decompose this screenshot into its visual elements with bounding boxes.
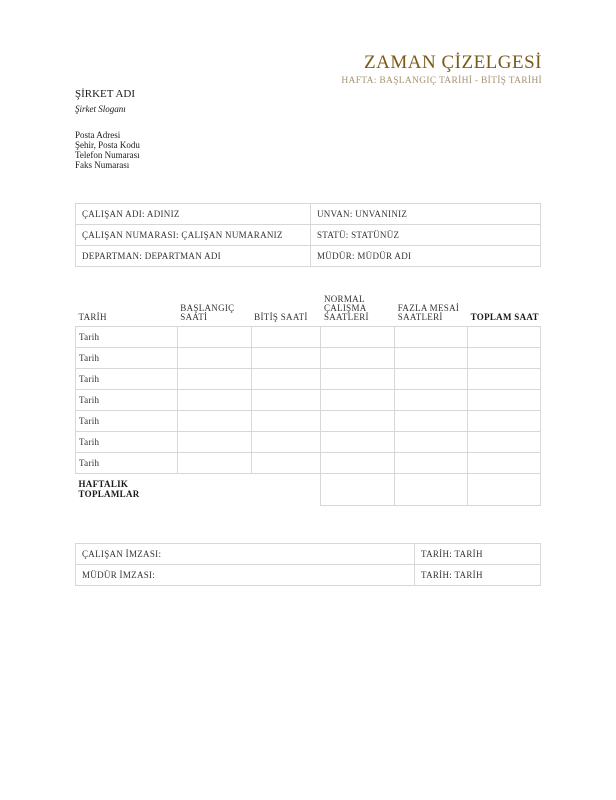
table-row xyxy=(76,348,541,369)
info-row xyxy=(76,204,541,225)
col-header-start: BAŞLANGIÇ SAATİ xyxy=(180,303,235,322)
overtime-hours-cell[interactable] xyxy=(395,369,468,390)
overtime-hours-total[interactable] xyxy=(395,474,468,506)
overtime-hours-cell[interactable] xyxy=(395,432,468,453)
date-cell[interactable]: Tarih xyxy=(76,348,178,369)
regular-hours-cell[interactable] xyxy=(321,348,395,369)
empty-cell xyxy=(177,474,251,506)
end-time-cell[interactable] xyxy=(251,432,321,453)
date-cell[interactable]: Tarih xyxy=(76,390,178,411)
date-cell[interactable]: Tarih xyxy=(76,327,178,348)
start-time-cell[interactable] xyxy=(177,453,251,474)
regular-hours-cell[interactable] xyxy=(321,453,395,474)
weekly-totals-row xyxy=(76,474,541,506)
regular-hours-cell[interactable] xyxy=(321,432,395,453)
table-row xyxy=(76,432,541,453)
total-hours-cell[interactable] xyxy=(468,453,541,474)
signature-table xyxy=(75,543,541,586)
signature-row xyxy=(76,565,541,586)
table-row xyxy=(76,411,541,432)
date-cell[interactable]: Tarih xyxy=(76,369,178,390)
company-block xyxy=(75,88,295,114)
employee-signature-field[interactable]: ÇALIŞAN İMZASI: xyxy=(76,544,415,565)
overtime-hours-cell[interactable] xyxy=(395,390,468,411)
total-hours-cell[interactable] xyxy=(468,369,541,390)
end-time-cell[interactable] xyxy=(251,453,321,474)
start-time-cell[interactable] xyxy=(177,327,251,348)
end-time-cell[interactable] xyxy=(251,411,321,432)
employee-signature-date[interactable]: TARİH: TARİH xyxy=(415,544,541,565)
col-header-date: TARİH xyxy=(78,312,107,322)
regular-hours-cell[interactable] xyxy=(321,369,395,390)
date-cell[interactable]: Tarih xyxy=(76,432,178,453)
manager-field[interactable]: MÜDÜR: MÜDÜR ADI xyxy=(311,246,541,267)
address-line: Telefon Numarası xyxy=(75,150,140,160)
start-time-cell[interactable] xyxy=(177,390,251,411)
date-cell[interactable]: Tarih xyxy=(76,411,178,432)
address-line: Posta Adresi xyxy=(75,130,121,140)
regular-hours-cell[interactable] xyxy=(321,390,395,411)
weekly-totals-label: HAFTALIK TOPLAMLAR xyxy=(78,479,140,499)
start-time-cell[interactable] xyxy=(177,432,251,453)
page-title: ZAMAN ÇİZELGESİ xyxy=(364,52,542,73)
table-row xyxy=(76,390,541,411)
col-header-end: BİTİŞ SAATİ xyxy=(254,312,308,322)
overtime-hours-cell[interactable] xyxy=(395,453,468,474)
address-line: Faks Numarası xyxy=(75,160,130,170)
info-row xyxy=(76,246,541,267)
total-hours-total[interactable] xyxy=(468,474,541,506)
week-range: HAFTA: BAŞLANGIÇ TARİHİ - BİTİŞ TARİHİ xyxy=(341,76,542,86)
col-header-regular: NORMAL ÇALIŞMA SAATLERİ xyxy=(323,294,369,322)
total-hours-cell[interactable] xyxy=(468,432,541,453)
table-row xyxy=(76,327,541,348)
employee-name-field[interactable]: ÇALIŞAN ADI: ADINIZ xyxy=(76,204,311,225)
signature-row xyxy=(76,544,541,565)
manager-signature-field[interactable]: MÜDÜR İMZASI: xyxy=(76,565,415,586)
overtime-hours-cell[interactable] xyxy=(395,327,468,348)
overtime-hours-cell[interactable] xyxy=(395,348,468,369)
end-time-cell[interactable] xyxy=(251,327,321,348)
start-time-cell[interactable] xyxy=(177,369,251,390)
table-row xyxy=(76,453,541,474)
total-hours-cell[interactable] xyxy=(468,348,541,369)
manager-signature-date[interactable]: TARİH: TARİH xyxy=(415,565,541,586)
hours-header-row xyxy=(76,286,541,327)
hours-table xyxy=(75,286,541,506)
regular-hours-cell[interactable] xyxy=(321,327,395,348)
total-hours-cell[interactable] xyxy=(468,411,541,432)
start-time-cell[interactable] xyxy=(177,411,251,432)
company-address xyxy=(75,130,140,170)
company-slogan: Şirket Sloganı xyxy=(75,104,126,114)
overtime-hours-cell[interactable] xyxy=(395,411,468,432)
regular-hours-cell[interactable] xyxy=(321,411,395,432)
end-time-cell[interactable] xyxy=(251,390,321,411)
col-header-overtime: FAZLA MESAİ SAATLERİ xyxy=(397,303,460,322)
status-field[interactable]: STATÜ: STATÜNÜZ xyxy=(311,225,541,246)
department-field[interactable]: DEPARTMAN: DEPARTMAN ADI xyxy=(76,246,311,267)
date-cell[interactable]: Tarih xyxy=(76,453,178,474)
col-header-total: TOPLAM SAAT xyxy=(470,312,539,322)
end-time-cell[interactable] xyxy=(251,369,321,390)
regular-hours-total[interactable] xyxy=(321,474,395,506)
start-time-cell[interactable] xyxy=(177,348,251,369)
total-hours-cell[interactable] xyxy=(468,327,541,348)
table-row xyxy=(76,369,541,390)
address-line: Şehir, Posta Kodu xyxy=(75,140,140,150)
end-time-cell[interactable] xyxy=(251,348,321,369)
employee-number-field[interactable]: ÇALIŞAN NUMARASI: ÇALIŞAN NUMARANIZ xyxy=(76,225,311,246)
info-row xyxy=(76,225,541,246)
title-field[interactable]: UNVAN: UNVANINIZ xyxy=(311,204,541,225)
empty-cell xyxy=(251,474,321,506)
company-name: ŞİRKET ADI xyxy=(75,88,135,100)
employee-info-table xyxy=(75,203,541,267)
total-hours-cell[interactable] xyxy=(468,390,541,411)
